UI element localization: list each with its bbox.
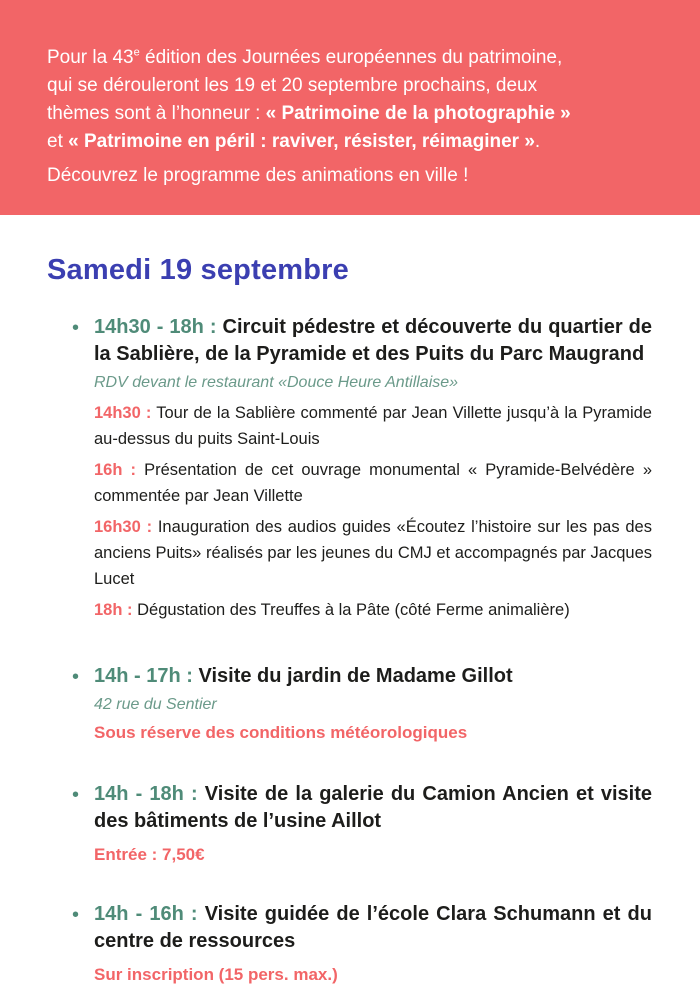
- event-note: Sous réserve des conditions météorologiques: [94, 723, 468, 742]
- sub-event-time: 16h :: [94, 461, 137, 479]
- event-title: [94, 901, 652, 955]
- intro-line: [47, 100, 670, 128]
- event-time: 14h30 - 18h :: [94, 316, 217, 338]
- intro-text: [47, 44, 670, 190]
- sub-event-time: 16h30 :: [94, 518, 153, 536]
- sub-event-text: Inauguration des audios guides «Écoutez l’histoire sur les pas des anciens Puits» réalisés par les jeunes du CMJ et accompagnés par Jacques Lucet: [94, 518, 652, 588]
- event-list: [72, 314, 652, 987]
- intro-line: [47, 44, 670, 72]
- event-title: [94, 314, 652, 368]
- event-note: Sur inscription (15 pers. max.): [94, 965, 338, 984]
- bullet-icon: •: [72, 784, 80, 806]
- intro-text-part: thèmes sont à l’honneur :: [47, 103, 266, 124]
- intro-line: [47, 128, 670, 156]
- intro-banner: [0, 0, 700, 215]
- event-title-text: Visite guidée de l’école Clara Schumann et du centre de ressources: [94, 903, 652, 952]
- event-title: [94, 781, 652, 835]
- event-title-text: Visite de la galerie du Camion Ancien et visite des bâtiments de l’usine Aillot: [94, 783, 653, 832]
- sub-event-text: Présentation de cet ouvrage monumental « Pyramide-Belvédère » commentée par Jean Villette: [94, 461, 652, 505]
- theme-photography: « Patrimoine de la photographie »: [265, 103, 571, 124]
- sub-event: [94, 400, 652, 452]
- event-title: [94, 663, 652, 690]
- event-title-text: Visite du jardin de Madame Gillot: [198, 665, 513, 687]
- day-heading: Samedi 19 septembre: [47, 254, 349, 286]
- sub-event-time: 18h :: [94, 601, 133, 619]
- theme-heritage-peril: « Patrimoine en péril : raviver, résister, réimaginer »: [68, 131, 535, 152]
- sub-event: [94, 514, 652, 592]
- bullet-icon: •: [72, 317, 80, 339]
- sub-event-text: Tour de la Sablière commenté par Jean Villette jusqu’à la Pyramide au-dessus du puits Saint-Louis: [94, 404, 652, 448]
- event-note: Entrée : 7,50€: [94, 845, 205, 864]
- intro-text-part: Pour la 43: [47, 47, 134, 68]
- bullet-icon: •: [72, 904, 80, 926]
- intro-text-part: et: [47, 131, 69, 152]
- event-time: 14h - 18h :: [94, 783, 198, 805]
- event-time: 14h - 16h :: [94, 903, 198, 925]
- event-time: 14h - 17h :: [94, 665, 193, 687]
- event-title-text: Circuit pédestre et découverte du quartier de la Sablière, de la Pyramide et des Puits du Parc Maugrand: [94, 316, 652, 365]
- superscript: e: [133, 46, 140, 59]
- sub-event-time: 14h30 :: [94, 404, 152, 422]
- event-item: [72, 663, 652, 745]
- sub-event: [94, 457, 652, 509]
- sub-event: [94, 597, 652, 623]
- intro-line: qui se dérouleront les 19 et 20 septembre prochains, deux: [47, 75, 538, 96]
- event-item: [72, 901, 652, 987]
- event-item: [72, 314, 652, 623]
- sub-event-text: Dégustation des Treuffes à la Pâte (côté Ferme animalière): [137, 601, 570, 619]
- event-location: RDV devant le restaurant «Douce Heure Antillaise»: [94, 374, 459, 391]
- event-location: 42 rue du Sentier: [94, 696, 217, 713]
- intro-cta: Découvrez le programme des animations en ville !: [47, 165, 469, 186]
- intro-text-part: .: [534, 131, 541, 152]
- bullet-icon: •: [72, 666, 80, 688]
- event-item: [72, 781, 652, 867]
- intro-text-part: édition des Journées européennes du patrimoine,: [139, 47, 563, 68]
